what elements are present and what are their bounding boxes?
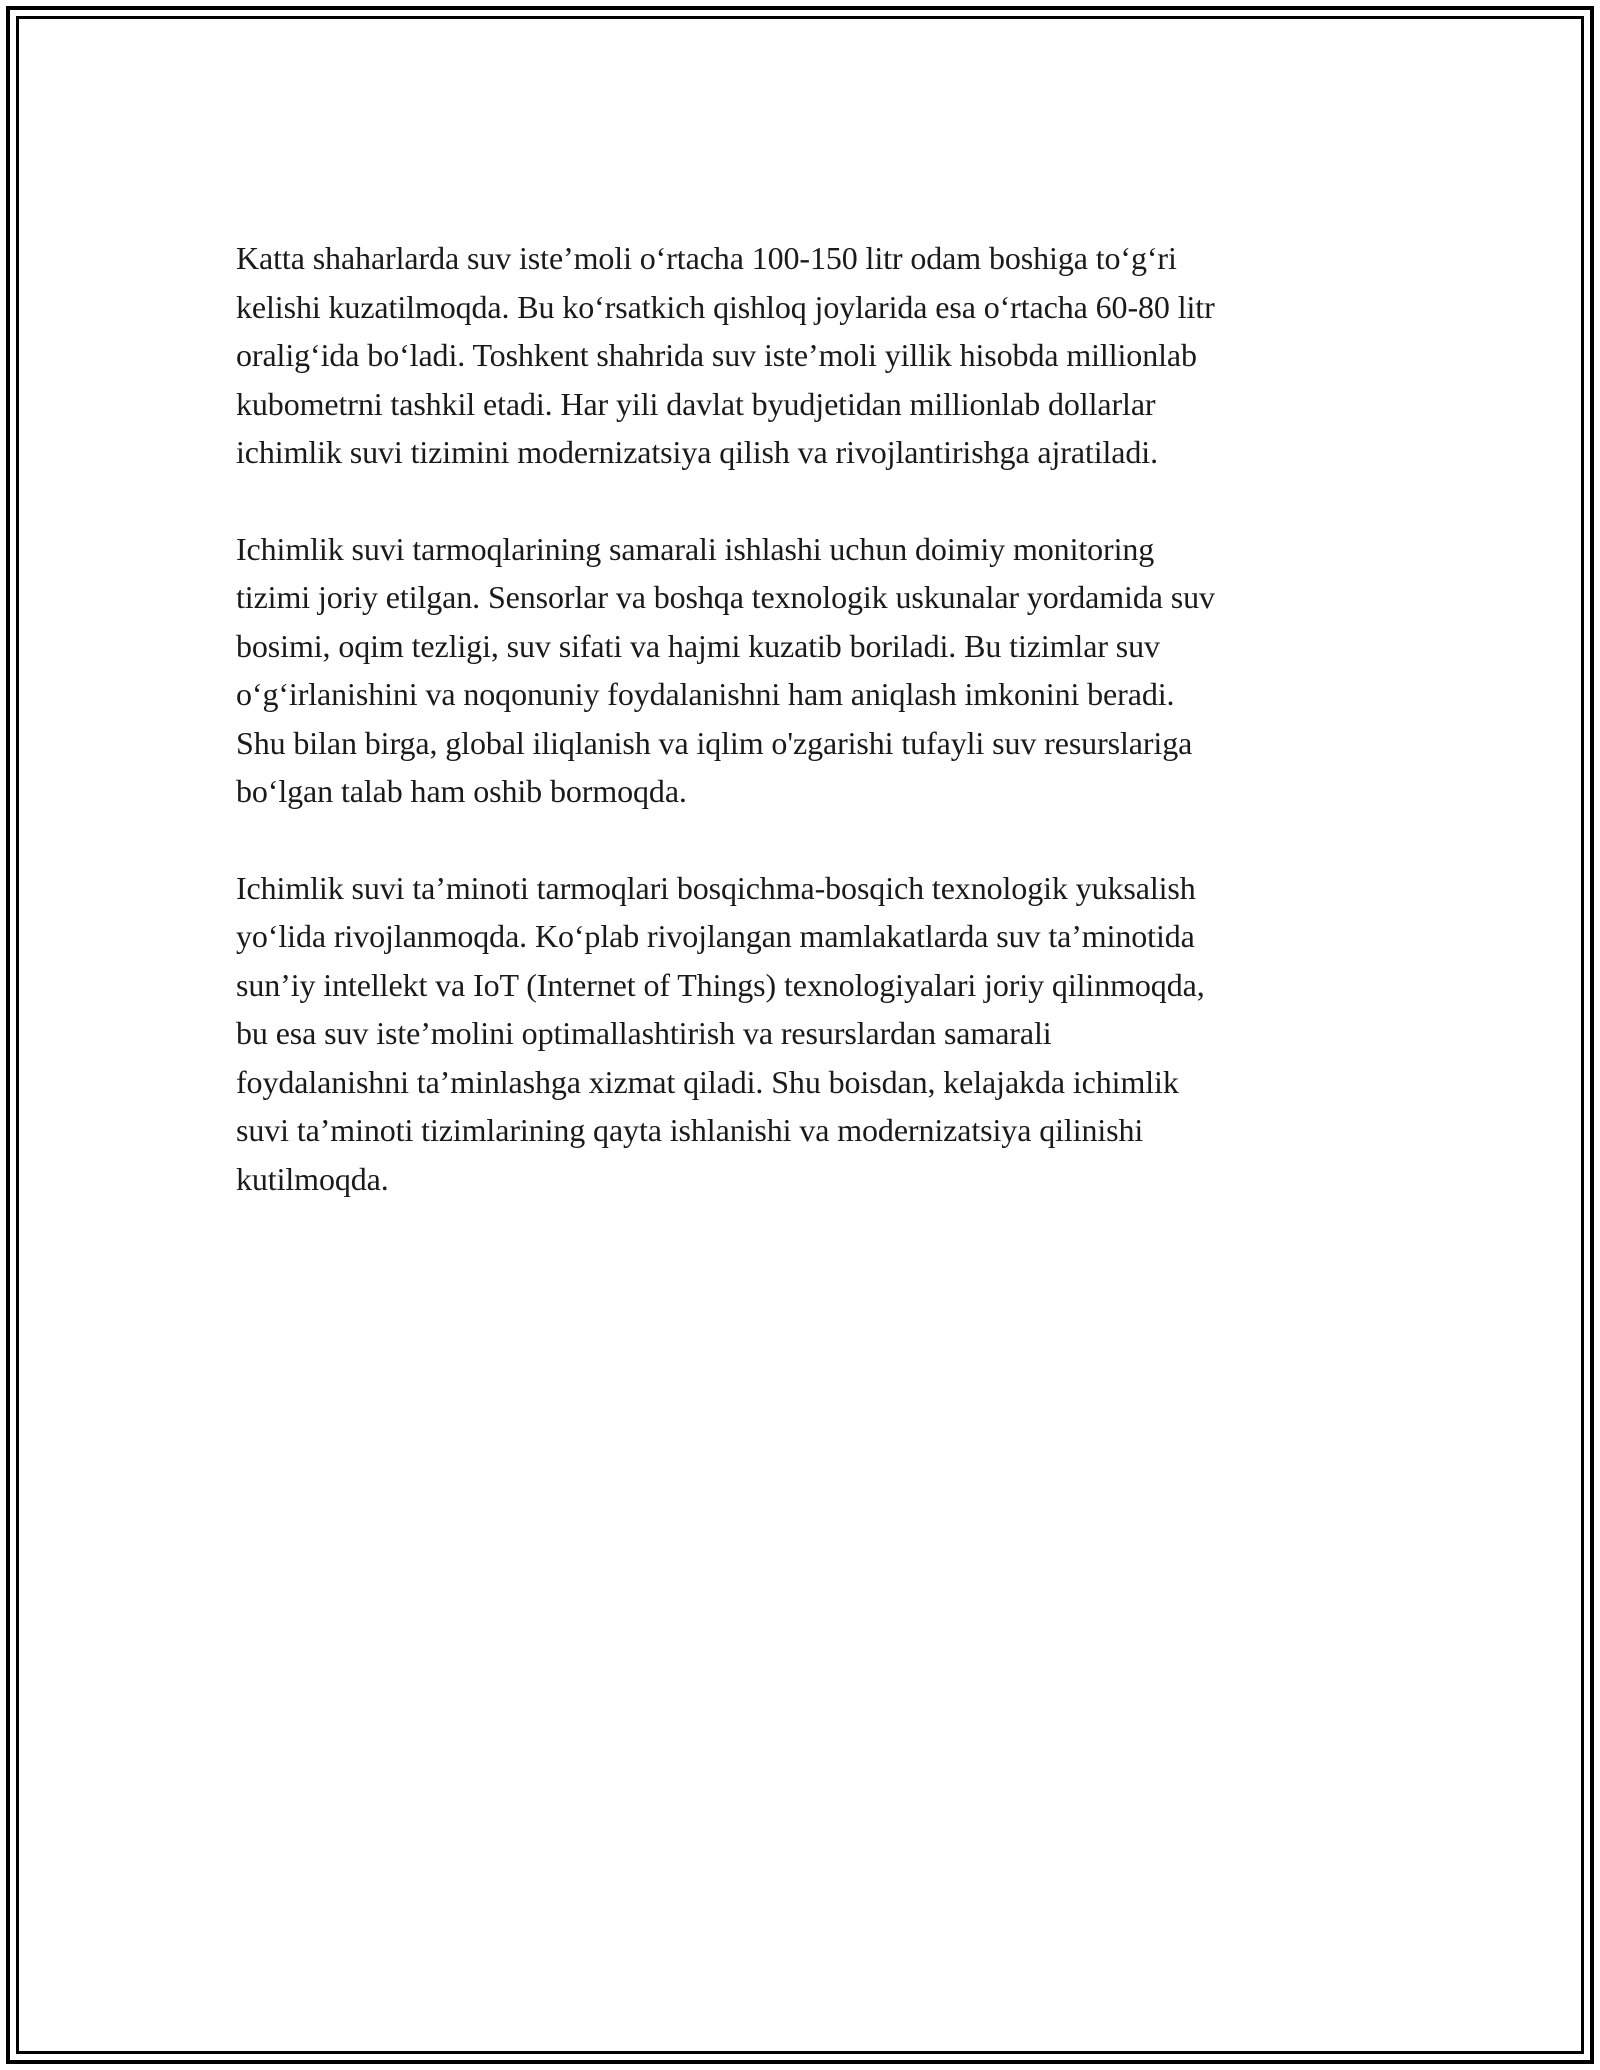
text-line: Shu bilan birga, global iliqlanish va iqlim o'zgarishi tufayli suv resurslariga: [236, 724, 1193, 761]
text-line: suvi ta’minoti tizimlarining qayta ishlanishi va modernizatsiya qilinishi: [236, 1112, 1144, 1148]
text-line: o‘g‘irlanishini va noqonuniy foydalanishni ham aniqlash imkonini beradi.: [236, 676, 1175, 712]
paragraph-2: [236, 525, 1386, 816]
text-line: oralig‘ida bo‘ladi. Toshkent shahrida suv iste’moli yillik hisobda millionlab: [236, 337, 1197, 373]
document-body: [236, 234, 1386, 1251]
text-line: tizimi joriy etilgan. Sensorlar va boshqa texnologik uskunalar yordamida suv: [236, 579, 1215, 615]
text-line: yo‘lida rivojlanmoqda. Ko‘plab rivojlangan mamlakatlarda suv ta’minotida: [236, 918, 1195, 954]
text-line: kelishi kuzatilmoqda. Bu ko‘rsatkich qishloq joylarida esa o‘rtacha 60-80 litr: [236, 288, 1215, 325]
text-line: bo‘lgan talab ham oshib bormoqda.: [236, 773, 687, 809]
text-line: foydalanishni ta’minlashga xizmat qiladi. Shu boisdan, kelajakda ichimlik: [236, 1063, 1179, 1100]
text-line: sun’iy intellekt va IoT (Internet of Things) texnologiyalari joriy qilinmoqda,: [236, 966, 1205, 1003]
text-line: kutilmoqda.: [236, 1160, 389, 1197]
text-line: Ichimlik suvi ta’minoti tarmoqlari bosqichma-bosqich texnologik yuksalish: [236, 869, 1196, 906]
text-line: Ichimlik suvi tarmoqlarining samarali ishlashi uchun doimiy monitoring: [236, 530, 1155, 567]
text-line: bu esa suv iste’molini optimallashtirish va resurslardan samarali: [236, 1015, 1052, 1051]
text-line: bosimi, oqim tezligi, suv sifati va hajmi kuzatib boriladi. Bu tizimlar suv: [236, 627, 1160, 664]
text-line: ichimlik suvi tizimini modernizatsiya qilish va rivojlantirishga ajratiladi.: [236, 434, 1158, 470]
paragraph-1: [236, 234, 1386, 477]
paragraph-3: [236, 864, 1386, 1204]
text-line: kubometrni tashkil etadi. Har yili davlat byudjetidan millionlab dollarlar: [236, 385, 1156, 422]
text-line: Katta shaharlarda suv iste’moli o‘rtacha 100-150 litr odam boshiga to‘g‘ri: [236, 240, 1177, 276]
